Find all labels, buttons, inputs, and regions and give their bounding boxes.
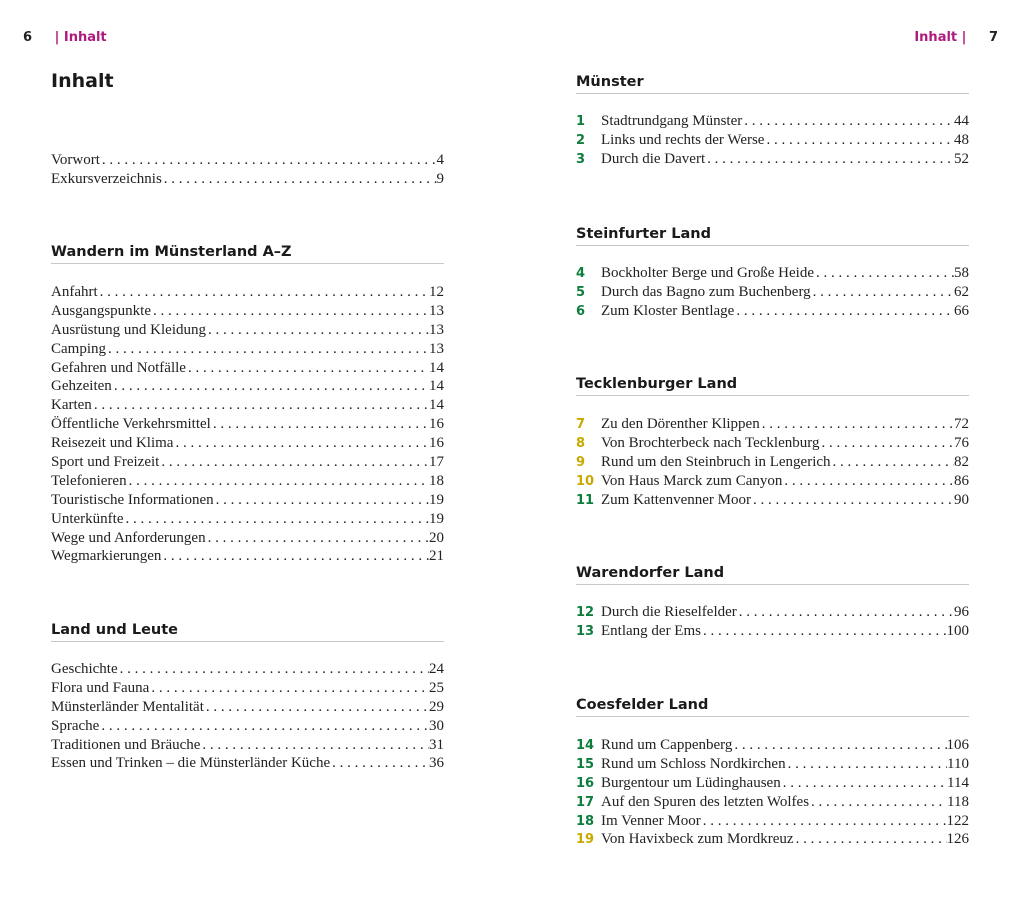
leader-dots xyxy=(811,283,954,302)
entry-page: 17 xyxy=(429,454,444,471)
entry-title: Sprache xyxy=(51,717,100,734)
tour-number: 10 xyxy=(576,473,595,489)
toc-entry[interactable] xyxy=(51,754,444,773)
leader-dots xyxy=(204,698,429,717)
leader-dots xyxy=(98,283,429,302)
entry-page: 13 xyxy=(429,321,444,338)
tour-number: 12 xyxy=(576,605,595,620)
toc-entry[interactable] xyxy=(51,736,444,755)
entry-page: 31 xyxy=(429,736,444,753)
tour-page: 82 xyxy=(954,453,969,470)
tour-number: 19 xyxy=(576,832,595,848)
region-list-muenster xyxy=(576,112,969,169)
tour-title: Von Brochterbeck nach Tecklenburg xyxy=(601,434,820,451)
leader-dots xyxy=(732,736,946,755)
entry-page: 21 xyxy=(429,548,444,565)
tour-entry[interactable] xyxy=(576,774,969,793)
tour-number: 18 xyxy=(576,813,595,829)
tour-page: 100 xyxy=(946,622,969,639)
wandern-list xyxy=(51,283,444,566)
toc-entry[interactable] xyxy=(51,698,444,717)
region-list-steinfurt xyxy=(576,264,969,321)
tour-title: Zum Kloster Bentlage xyxy=(601,302,735,319)
toc-entry[interactable] xyxy=(51,453,444,472)
intro-list xyxy=(51,151,444,189)
leader-dots xyxy=(123,510,429,529)
entry-page: 13 xyxy=(429,302,444,319)
tour-entry[interactable] xyxy=(576,264,969,283)
tour-page: 114 xyxy=(947,774,969,791)
tour-number: 1 xyxy=(576,114,586,129)
entry-page: 25 xyxy=(429,679,444,696)
right-page-header xyxy=(914,30,998,45)
toc-entry[interactable] xyxy=(51,472,444,491)
leader-dots xyxy=(173,434,429,453)
tour-page: 118 xyxy=(947,793,969,810)
leader-dots xyxy=(214,491,429,510)
leader-dots xyxy=(127,472,429,491)
region-list-warendorf xyxy=(576,603,969,641)
leader-dots xyxy=(809,793,947,812)
leader-dots xyxy=(764,131,954,150)
tour-title: Burgentour um Lüdinghausen xyxy=(601,774,781,791)
tour-entry[interactable] xyxy=(576,112,969,131)
leader-dots xyxy=(819,434,954,453)
entry-title: Flora und Fauna xyxy=(51,679,150,696)
tour-page: 90 xyxy=(954,491,969,508)
tour-entry[interactable] xyxy=(576,434,969,453)
entry-page: 19 xyxy=(429,510,444,527)
tour-number: 15 xyxy=(576,756,595,772)
leader-dots xyxy=(211,415,429,434)
tour-entry[interactable] xyxy=(576,131,969,150)
tour-page: 48 xyxy=(954,131,969,148)
leader-dots xyxy=(106,340,429,359)
page-title: Inhalt xyxy=(51,70,114,92)
region-list-tecklenburg xyxy=(576,415,969,509)
entry-page: 19 xyxy=(429,491,444,508)
tour-entry[interactable] xyxy=(576,755,969,774)
left-page-number: 6 xyxy=(23,30,33,45)
leader-dots xyxy=(701,812,947,831)
tour-entry[interactable] xyxy=(576,150,969,169)
tour-page: 52 xyxy=(954,150,969,167)
section-heading-wandern: Wandern im Münsterland A–Z xyxy=(51,244,444,264)
tour-page: 76 xyxy=(954,434,969,451)
tour-page: 96 xyxy=(954,604,969,620)
leader-dots xyxy=(92,396,429,415)
tour-page: 122 xyxy=(946,812,969,829)
tour-title: Durch die Davert xyxy=(601,150,706,167)
entry-page: 13 xyxy=(429,340,444,357)
entry-page: 14 xyxy=(429,359,444,376)
leader-dots xyxy=(742,112,954,131)
entry-title: Wegmarkierungen xyxy=(51,548,162,565)
tour-number: 5 xyxy=(576,284,586,300)
tour-number: 6 xyxy=(576,303,586,319)
leader-dots xyxy=(831,453,954,472)
tour-title: Stadtrundgang Münster xyxy=(601,113,743,129)
toc-entry[interactable] xyxy=(51,717,444,736)
entry-title: Reisezeit und Klima xyxy=(51,435,174,452)
leader-dots xyxy=(149,679,429,698)
toc-entry[interactable] xyxy=(51,529,444,548)
leader-dots xyxy=(705,150,954,169)
left-section-label: | Inhalt xyxy=(54,30,107,45)
entry-title: Sport und Freizeit xyxy=(51,454,160,471)
tour-entry[interactable] xyxy=(576,302,969,321)
toc-entry[interactable] xyxy=(51,340,444,359)
toc-entry[interactable] xyxy=(51,283,444,302)
leader-dots xyxy=(118,660,429,679)
entry-title: Vorwort xyxy=(51,152,100,168)
toc-entry[interactable] xyxy=(51,510,444,529)
tour-number: 11 xyxy=(576,492,595,508)
entry-title: Ausrüstung und Kleidung xyxy=(51,321,206,338)
toc-entry[interactable] xyxy=(51,151,444,170)
entry-title: Unterkünfte xyxy=(51,510,124,527)
tour-title: Rund um den Steinbruch in Lengerich xyxy=(601,453,831,470)
tour-entry[interactable] xyxy=(576,283,969,302)
entry-page: 4 xyxy=(436,152,444,168)
entry-title: Camping xyxy=(51,340,106,357)
tour-title: Zu den Dörenther Klippen xyxy=(601,416,760,432)
tour-page: 86 xyxy=(954,472,969,489)
entry-title: Anfahrt xyxy=(51,284,98,300)
leader-dots xyxy=(760,415,954,434)
left-page-header xyxy=(23,30,107,45)
entry-page: 20 xyxy=(429,529,444,546)
tour-number: 2 xyxy=(576,132,586,148)
tour-entry[interactable] xyxy=(576,830,969,849)
entry-title: Essen und Trinken – die Münsterländer Küche xyxy=(51,755,331,772)
entry-page: 16 xyxy=(429,416,444,433)
leader-dots xyxy=(206,321,429,340)
leader-dots xyxy=(206,529,429,548)
region-heading-muenster: Münster xyxy=(576,74,969,94)
leader-dots xyxy=(100,151,437,170)
toc-entry[interactable] xyxy=(51,377,444,396)
toc-entry[interactable] xyxy=(51,415,444,434)
tour-title: Rund um Schloss Nordkirchen xyxy=(601,755,786,772)
tour-page: 66 xyxy=(954,302,969,319)
leader-dots xyxy=(782,472,954,491)
tour-title: Links und rechts der Werse xyxy=(601,131,765,148)
region-heading-warendorf: Warendorfer Land xyxy=(576,565,969,585)
entry-page: 16 xyxy=(429,435,444,452)
toc-entry[interactable] xyxy=(51,302,444,321)
entry-page: 29 xyxy=(429,698,444,715)
tour-title: Zum Kattenvenner Moor xyxy=(601,491,751,508)
toc-entry[interactable] xyxy=(51,491,444,510)
entry-page: 18 xyxy=(429,472,444,489)
tour-page: 58 xyxy=(954,265,969,281)
tour-entry[interactable] xyxy=(576,793,969,812)
leader-dots xyxy=(781,774,947,793)
tour-title: Im Venner Moor xyxy=(601,812,701,829)
tour-number: 7 xyxy=(576,417,586,432)
tour-number: 3 xyxy=(576,151,586,167)
entry-title: Ausgangspunkte xyxy=(51,302,151,319)
leader-dots xyxy=(161,547,429,566)
entry-title: Öffentliche Verkehrsmittel xyxy=(51,416,211,433)
toc-entry[interactable] xyxy=(51,396,444,415)
entry-title: Telefonieren xyxy=(51,472,127,489)
leader-dots xyxy=(786,755,947,774)
tour-title: Rund um Cappenberg xyxy=(601,737,733,753)
entry-title: Touristische Informationen xyxy=(51,491,214,508)
tour-page: 110 xyxy=(947,755,969,772)
entry-title: Geschichte xyxy=(51,661,118,677)
leader-dots xyxy=(751,491,954,510)
leader-dots xyxy=(151,302,429,321)
tour-number: 14 xyxy=(576,738,595,753)
toc-entry[interactable] xyxy=(51,660,444,679)
toc-entry[interactable] xyxy=(51,434,444,453)
toc-entry[interactable] xyxy=(51,359,444,378)
tour-title: Von Haus Marck zum Canyon xyxy=(601,472,783,489)
land-list xyxy=(51,660,444,773)
tour-title: Auf den Spuren des letzten Wolfes xyxy=(601,793,810,810)
tour-entry[interactable] xyxy=(576,453,969,472)
entry-page: 14 xyxy=(429,397,444,414)
leader-dots xyxy=(701,622,947,641)
tour-page: 106 xyxy=(946,737,969,753)
toc-entry[interactable] xyxy=(51,547,444,566)
leader-dots xyxy=(200,736,429,755)
entry-page: 12 xyxy=(429,284,444,300)
leader-dots xyxy=(99,717,429,736)
toc-entry[interactable] xyxy=(51,170,444,189)
tour-page: 62 xyxy=(954,283,969,300)
right-section-label: Inhalt | xyxy=(914,30,967,45)
leader-dots xyxy=(162,170,437,189)
tour-number: 4 xyxy=(576,266,586,281)
tour-page: 72 xyxy=(954,416,969,432)
tour-number: 13 xyxy=(576,623,595,639)
tour-entry[interactable] xyxy=(576,603,969,622)
tour-entry[interactable] xyxy=(576,491,969,510)
entry-title: Karten xyxy=(51,397,92,414)
entry-page: 24 xyxy=(429,661,444,677)
entry-title: Traditionen und Bräuche xyxy=(51,736,201,753)
tour-title: Entlang der Ems xyxy=(601,622,701,639)
section-heading-land: Land und Leute xyxy=(51,622,444,642)
tour-title: Durch die Rieselfelder xyxy=(601,604,737,620)
right-page-number: 7 xyxy=(988,30,998,45)
tour-number: 17 xyxy=(576,794,595,810)
tour-entry[interactable] xyxy=(576,472,969,491)
tour-title: Bockholter Berge und Große Heide xyxy=(601,265,814,281)
entry-title: Exkursverzeichnis xyxy=(51,170,162,187)
tour-title: Von Havixbeck zum Mordkreuz xyxy=(601,831,794,848)
tour-entry[interactable] xyxy=(576,415,969,434)
region-heading-coesfeld: Coesfelder Land xyxy=(576,697,969,717)
entry-title: Gehzeiten xyxy=(51,378,112,395)
toc-entry[interactable] xyxy=(51,679,444,698)
entry-page: 30 xyxy=(429,717,444,734)
tour-title: Durch das Bagno zum Buchenberg xyxy=(601,283,811,300)
leader-dots xyxy=(112,377,429,396)
leader-dots xyxy=(814,264,954,283)
entry-page: 36 xyxy=(429,755,444,772)
region-list-coesfeld xyxy=(576,736,969,849)
tour-entry[interactable] xyxy=(576,622,969,641)
tour-page: 44 xyxy=(954,113,969,129)
region-heading-tecklenburg: Tecklenburger Land xyxy=(576,376,969,396)
leader-dots xyxy=(330,754,429,773)
tour-page: 126 xyxy=(946,831,969,848)
entry-title: Wege und Anforderungen xyxy=(51,529,206,546)
entry-page: 14 xyxy=(429,378,444,395)
leader-dots xyxy=(794,830,947,849)
toc-entry[interactable] xyxy=(51,321,444,340)
tour-number: 9 xyxy=(576,454,586,470)
region-heading-steinfurt: Steinfurter Land xyxy=(576,226,969,246)
leader-dots xyxy=(737,603,954,622)
entry-title: Gefahren und Notfälle xyxy=(51,359,186,376)
leader-dots xyxy=(734,302,954,321)
entry-page: 9 xyxy=(436,170,444,187)
tour-number: 16 xyxy=(576,775,595,791)
tour-number: 8 xyxy=(576,435,586,451)
leader-dots xyxy=(159,453,429,472)
leader-dots xyxy=(186,359,429,378)
entry-title: Münsterländer Mentalität xyxy=(51,698,204,715)
tour-entry[interactable] xyxy=(576,736,969,755)
tour-entry[interactable] xyxy=(576,812,969,831)
